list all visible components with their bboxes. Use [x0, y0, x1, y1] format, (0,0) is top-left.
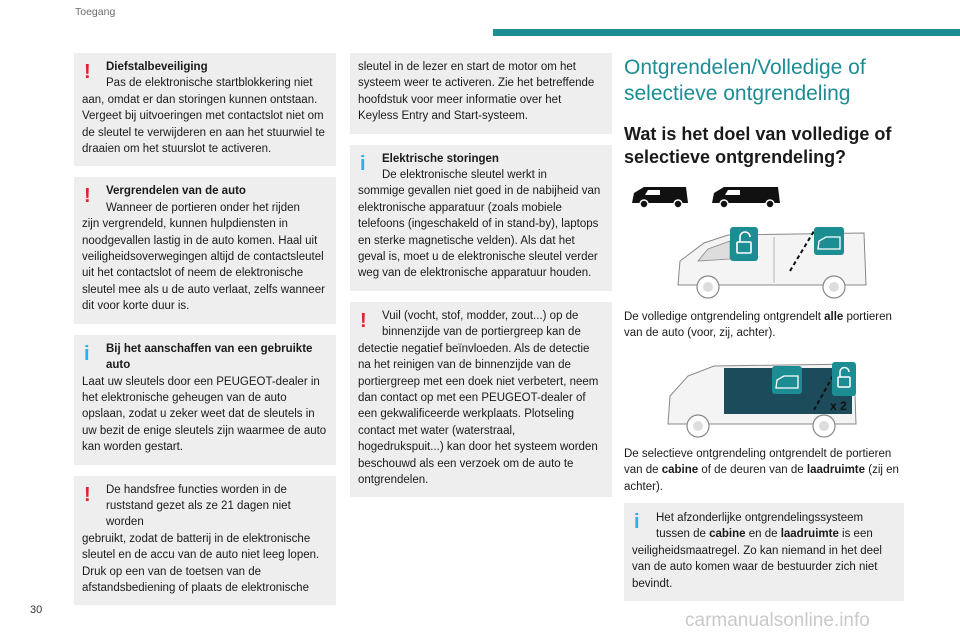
- continuation-box: [350, 53, 612, 134]
- box-title: Elektrische storingen: [382, 152, 499, 165]
- box-text: Wanneer de portieren onder het rijden: [106, 201, 300, 214]
- box-text: sommige gevallen niet goed in de nabijheid van elektronische apparatuur (zoals mobiele telefoons (ingeschakeld of in stand-by), laptops en sterke magnetische velden). Als dat het geval is, moet u de elektronische sleutel verder weg van de elektronische apparatuur houden.: [358, 185, 601, 280]
- unlock-icon: [772, 366, 802, 394]
- box-title: Bij het aanschaffen van een gebruikte auto: [106, 342, 313, 372]
- watermark: carmanualsonline.info: [685, 610, 870, 631]
- selective-unlock-text: De selectieve ontgrendeling ontgrendelt de portieren van de cabine of de deuren van de laadruimte (zij en achter).: [624, 447, 899, 493]
- info-icon: i: [634, 511, 640, 534]
- warning-icon: !: [84, 185, 91, 208]
- info-icon: i: [84, 342, 90, 365]
- box-text: aan, omdat er dan storingen kunnen ontstaan. Vergeet bij uitvoeringen met contactslot niet om de sleutel te verwijderen en aan het stuurwiel te draaien om het stuurslot te activeren.: [82, 93, 325, 156]
- selective-unlock-illustration: [624, 350, 904, 440]
- warning-icon: !: [84, 483, 91, 506]
- box-text: De elektronische sleutel werkt in: [382, 169, 547, 182]
- info-icon: i: [360, 152, 366, 175]
- warning-icon: !: [84, 61, 91, 83]
- info-box-used-car: [74, 335, 336, 465]
- header-accent-bar: [493, 29, 960, 36]
- page-number: 30: [30, 604, 43, 616]
- box-text: Het afzonderlijke ontgrendelingssysteem tussen de cabine en de laadruimte is een: [656, 512, 873, 541]
- warning-box-handsfree: [74, 476, 336, 606]
- warning-box-locking: [74, 177, 336, 323]
- box-text: Laat uw sleutels door een PEUGEOT-dealer in het elektronische geheugen van de auto opslaan, zodat u zeker weet dat de sleutels in uw bezit de enige sleutels zijn waarmee de auto kan worden gestart.: [82, 375, 327, 454]
- section-header: Toegang: [75, 6, 116, 18]
- box-text: gebruikt, zodat de batterij in de elektronische sleutel en de accu van de auto niet leeg lopen. Druk op een van de toetsen van de afstandsbediening of plaats de elektronische: [82, 532, 320, 594]
- column-2: [350, 53, 612, 508]
- unlock-icon: [730, 227, 758, 261]
- column-1: [74, 53, 336, 616]
- section-heading: Ontgrendelen/Volledige of selectieve ontgrendeling: [624, 56, 866, 105]
- box-title: Diefstalbeveiliging: [106, 61, 208, 73]
- box-text: veiligheidsmaatregel. Zo kan niemand in het deel van de auto komen waar de bestuurder zich niet bevindt.: [632, 544, 882, 590]
- van-short-icon: [632, 187, 688, 208]
- press-twice-label: x 2: [830, 398, 847, 413]
- van-variants-illustration: [624, 181, 904, 211]
- info-box-separate-unlock: [624, 503, 904, 601]
- warning-box-dirt: [350, 302, 612, 497]
- box-text: Pas de elektronische startblokkering niet: [106, 77, 313, 90]
- column-3: [624, 55, 904, 601]
- box-text: sleutel in de lezer en start de motor om het systeem weer te activeren. Zie het betreffende hoofdstuk voor meer informatie over het Keyless Entry and Start-systeem.: [358, 61, 595, 123]
- box-title: Vergrendelen van de auto: [106, 185, 246, 198]
- warning-icon: !: [360, 309, 367, 332]
- full-unlock-text: De volledige ontgrendeling ontgrendelt alle portieren van de auto (voor, zij, achter).: [624, 311, 892, 340]
- box-text: zijn vergrendeld, kunnen hulpdiensten in noodgevallen lastig in de auto komen. Haal uit veiligheidsoverwegingen altijd de contactsleutel uit het contactslot of neem de elektronische sleutel mee als u de auto verlaat, zelfs wanneer dit voor korte duur is.: [82, 218, 325, 313]
- unlock-icon: [814, 227, 844, 255]
- box-text: Vuil (vocht, stof, modder, zout...) op de binnenzijde van de portiergreep kan de: [382, 309, 581, 339]
- warning-box-theft: [74, 53, 336, 166]
- box-text: De handsfree functies worden in de ruststand gezet als ze 21 dagen niet worden: [106, 483, 291, 529]
- full-unlock-illustration: [624, 219, 904, 301]
- info-box-electrical: [350, 145, 612, 291]
- van-long-icon: [712, 187, 780, 208]
- unlock-icon: [832, 362, 856, 396]
- section-subheading: Wat is het doel van volledige of selectieve ontgrendeling?: [624, 124, 892, 167]
- box-text: detectie negatief beïnvloeden. Als de detectie na het reinigen van de binnenzijde van de portiergreep met een doek niet verbetert, neem dan contact op met een PEUGEOT-dealer of een gekwalificeerde werkplaats. Plotseling contact met water (waterstraal, hogedrukspuit...) kan door het systeem worden beschouwd als een verzoek om de auto te ontgrendelen.: [358, 342, 599, 486]
